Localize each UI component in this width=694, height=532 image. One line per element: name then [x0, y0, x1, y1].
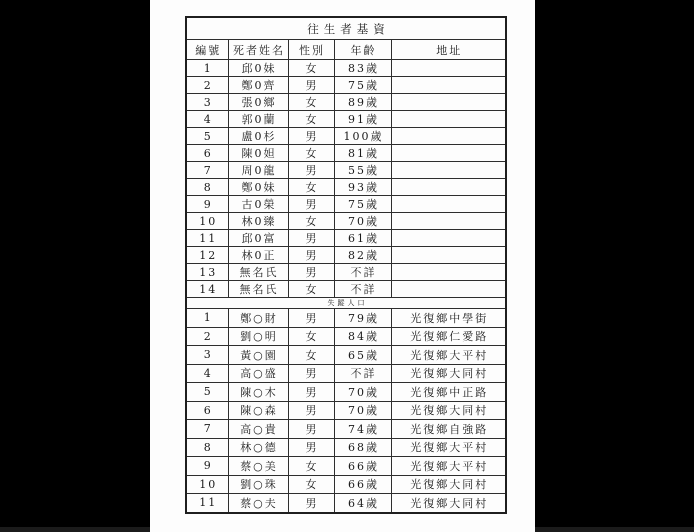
cell-address	[391, 179, 506, 196]
cell-gender: 女	[288, 145, 334, 162]
table-title-row	[186, 17, 506, 40]
cell-gender: 男	[288, 264, 334, 281]
table-row	[186, 309, 506, 328]
cell-address: 光復鄉自強路	[391, 420, 506, 439]
table-row	[186, 457, 506, 476]
cell-age: 83歲	[334, 60, 391, 77]
cell-no: 12	[186, 247, 228, 264]
cell-gender: 女	[288, 94, 334, 111]
cell-address: 光復鄉大同村	[391, 364, 506, 383]
cell-age: 89歲	[334, 94, 391, 111]
cell-address: 光復鄉大平村	[391, 457, 506, 476]
cell-address	[391, 162, 506, 179]
table-row	[186, 494, 506, 513]
cell-gender: 男	[288, 401, 334, 420]
cell-gender: 男	[288, 494, 334, 513]
cell-address	[391, 213, 506, 230]
cell-no: 10	[186, 213, 228, 230]
col-header-number: 編號	[186, 40, 228, 60]
cell-name: 高○盛	[228, 364, 288, 383]
cell-name: 鄭0妹	[228, 179, 288, 196]
cell-gender: 男	[288, 420, 334, 439]
col-header-deceased-name: 死者姓名	[228, 40, 288, 60]
cell-address	[391, 60, 506, 77]
cell-gender: 男	[288, 77, 334, 94]
cell-name: 周0龍	[228, 162, 288, 179]
cell-no: 8	[186, 438, 228, 457]
cell-no: 4	[186, 364, 228, 383]
cell-address: 光復鄉大同村	[391, 475, 506, 494]
cell-no: 14	[186, 281, 228, 298]
cell-name: 林0正	[228, 247, 288, 264]
table-row	[186, 196, 506, 213]
cell-name: 劉○珠	[228, 475, 288, 494]
table-row	[186, 94, 506, 111]
cell-name: 蔡○美	[228, 457, 288, 476]
cell-age: 100歲	[334, 128, 391, 145]
cell-gender: 女	[288, 327, 334, 346]
cell-address: 光復鄉大同村	[391, 401, 506, 420]
cell-age: 66歲	[334, 475, 391, 494]
cell-gender: 女	[288, 457, 334, 476]
cell-name: 黃○園	[228, 346, 288, 365]
table-row	[186, 364, 506, 383]
table-row	[186, 111, 506, 128]
table-title: 往生者基資	[186, 17, 506, 40]
table-row	[186, 383, 506, 402]
cell-gender: 女	[288, 346, 334, 365]
cell-name: 邱0富	[228, 230, 288, 247]
cell-age: 82歲	[334, 247, 391, 264]
cell-age: 91歲	[334, 111, 391, 128]
cell-age: 68歲	[334, 438, 391, 457]
cell-address: 光復鄉大同村	[391, 494, 506, 513]
cell-age: 81歲	[334, 145, 391, 162]
cell-gender: 女	[288, 111, 334, 128]
cell-no: 10	[186, 475, 228, 494]
cell-address	[391, 111, 506, 128]
cell-name: 古0榮	[228, 196, 288, 213]
cell-no: 1	[186, 309, 228, 328]
cell-gender: 男	[288, 196, 334, 213]
section-header-row	[186, 298, 506, 309]
cell-no: 11	[186, 494, 228, 513]
cell-gender: 男	[288, 230, 334, 247]
cell-address: 光復鄉中學街	[391, 309, 506, 328]
cell-address	[391, 145, 506, 162]
cell-no: 6	[186, 145, 228, 162]
victims-table	[185, 16, 507, 514]
cell-no: 6	[186, 401, 228, 420]
cell-name: 無名氏	[228, 264, 288, 281]
col-header-gender: 性別	[288, 40, 334, 60]
cell-name: 張0鄉	[228, 94, 288, 111]
cell-no: 11	[186, 230, 228, 247]
cell-gender: 男	[288, 309, 334, 328]
table-row	[186, 281, 506, 298]
cell-name: 陳0妲	[228, 145, 288, 162]
cell-age: 不詳	[334, 264, 391, 281]
cell-gender: 男	[288, 128, 334, 145]
table-row	[186, 327, 506, 346]
right-letterbox	[535, 0, 694, 527]
cell-age: 65歲	[334, 346, 391, 365]
cell-gender: 女	[288, 475, 334, 494]
cell-no: 9	[186, 457, 228, 476]
left-letterbox	[0, 0, 150, 527]
cell-no: 3	[186, 94, 228, 111]
cell-name: 陳○木	[228, 383, 288, 402]
cell-age: 70歲	[334, 401, 391, 420]
cell-address	[391, 77, 506, 94]
cell-age: 70歲	[334, 213, 391, 230]
cell-name: 郭0蘭	[228, 111, 288, 128]
cell-no: 5	[186, 128, 228, 145]
cell-age: 84歲	[334, 327, 391, 346]
cell-age: 不詳	[334, 281, 391, 298]
cell-age: 93歲	[334, 179, 391, 196]
cell-no: 4	[186, 111, 228, 128]
cell-address	[391, 196, 506, 213]
cell-name: 陳○森	[228, 401, 288, 420]
cell-no: 8	[186, 179, 228, 196]
cell-no: 2	[186, 77, 228, 94]
cell-gender: 男	[288, 247, 334, 264]
cell-address	[391, 128, 506, 145]
cell-name: 林○德	[228, 438, 288, 457]
cell-address	[391, 264, 506, 281]
cell-name: 盧0杉	[228, 128, 288, 145]
cell-address: 光復鄉中正路	[391, 383, 506, 402]
section-title: 失蹤人口	[186, 298, 506, 309]
cell-age: 70歲	[334, 383, 391, 402]
cell-address: 光復鄉仁愛路	[391, 327, 506, 346]
cell-address: 光復鄉大平村	[391, 438, 506, 457]
table-row	[186, 438, 506, 457]
table-header-row	[186, 40, 506, 60]
cell-no: 2	[186, 327, 228, 346]
table-row	[186, 247, 506, 264]
cell-address	[391, 94, 506, 111]
cell-name: 高○貴	[228, 420, 288, 439]
cell-gender: 女	[288, 281, 334, 298]
table-row	[186, 162, 506, 179]
cell-no: 3	[186, 346, 228, 365]
col-header-address: 地址	[391, 40, 506, 60]
table-row	[186, 420, 506, 439]
table-row	[186, 213, 506, 230]
cell-gender: 女	[288, 179, 334, 196]
table-row	[186, 264, 506, 281]
cell-gender: 男	[288, 364, 334, 383]
cell-no: 7	[186, 162, 228, 179]
cell-name: 邱0妹	[228, 60, 288, 77]
table-row	[186, 145, 506, 162]
cell-gender: 男	[288, 438, 334, 457]
cell-gender: 女	[288, 60, 334, 77]
cell-no: 1	[186, 60, 228, 77]
cell-gender: 男	[288, 383, 334, 402]
cell-name: 蔡○夫	[228, 494, 288, 513]
cell-address	[391, 247, 506, 264]
cell-gender: 男	[288, 162, 334, 179]
col-header-age: 年齡	[334, 40, 391, 60]
cell-no: 9	[186, 196, 228, 213]
cell-age: 75歲	[334, 196, 391, 213]
cell-address	[391, 281, 506, 298]
cell-no: 7	[186, 420, 228, 439]
table-row	[186, 230, 506, 247]
table-row	[186, 475, 506, 494]
cell-name: 林0臻	[228, 213, 288, 230]
table-row	[186, 401, 506, 420]
cell-address	[391, 230, 506, 247]
cell-age: 不詳	[334, 364, 391, 383]
cell-age: 79歲	[334, 309, 391, 328]
cell-name: 劉○明	[228, 327, 288, 346]
cell-name: 鄭0齊	[228, 77, 288, 94]
cell-name: 無名氏	[228, 281, 288, 298]
table-row	[186, 346, 506, 365]
cell-gender: 女	[288, 213, 334, 230]
table-row	[186, 179, 506, 196]
cell-age: 64歲	[334, 494, 391, 513]
cell-no: 5	[186, 383, 228, 402]
cell-address: 光復鄉大平村	[391, 346, 506, 365]
cell-name: 鄭○財	[228, 309, 288, 328]
cell-age: 55歲	[334, 162, 391, 179]
table-row	[186, 128, 506, 145]
table-row	[186, 77, 506, 94]
cell-age: 74歲	[334, 420, 391, 439]
cell-age: 75歲	[334, 77, 391, 94]
cell-no: 13	[186, 264, 228, 281]
cell-age: 61歲	[334, 230, 391, 247]
table-row	[186, 60, 506, 77]
cell-age: 66歲	[334, 457, 391, 476]
